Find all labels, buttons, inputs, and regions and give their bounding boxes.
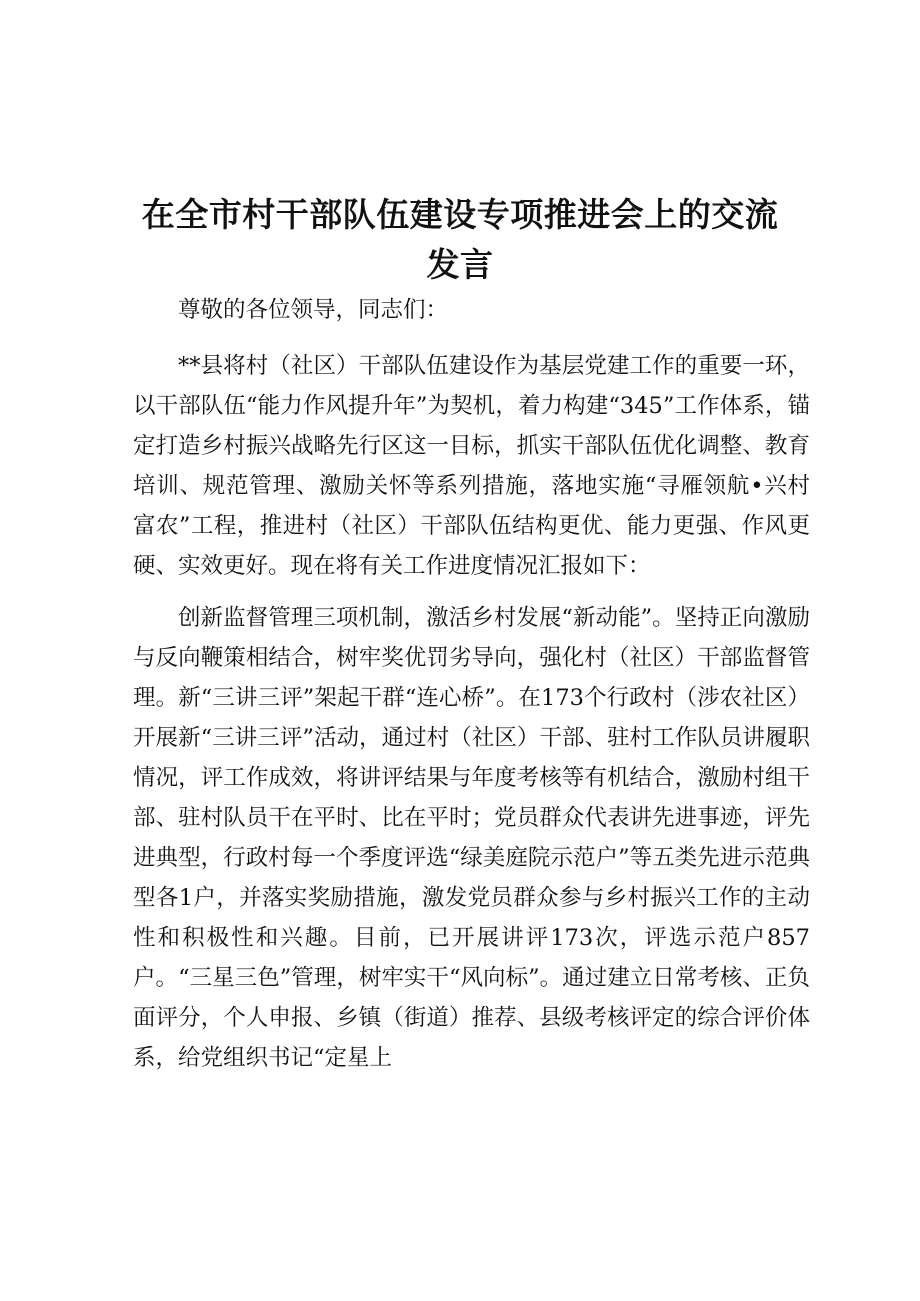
salutation: 尊敬的各位领导，同志们： (178, 297, 449, 323)
document-body (133, 290, 810, 1090)
paragraph-supervision: 创新监督管理三项机制，激活乡村发展“新动能”。坚持正向激励与反向鞭策相结合，树牢奖优罚劣导向，强化村（社区）干部监督管理。新“三讲三评”架起干群“连心桥”。在173个行政村（涉农社区）开展新“三讲三评”活动，通过村（社区）干部、驻村工作队员讲履职情况，评工作成效，将讲评结果与年度考核等有机结合，激励村组干部、驻村队员干在平时、比在平时；党员群众代表讲先进事迹，评先进典型，行政村每一个季度评选“绿美庭院示范户”等五类先进示范典型各1户，并落实奖励措施，激发党员群众参与乡村振兴工作的主动性和积极性和兴趣。目前，已开展讲评173次，评选示范户857户。“三星三色”管理，树牢实干“风向标”。通过建立日常考核、正负面评分，个人申报、乡镇（街道）推荐、县级考核评定的综合评价体系，给党组织书记“定星上 (133, 605, 810, 1071)
document-title: 在全市村干部队伍建设专项推进会上的交流发言 (141, 195, 779, 284)
paragraph-intro: **县将村（社区）干部队伍建设作为基层党建工作的重要一环，以干部队伍“能力作风提升年”为契机，着力构建“345”工作体系，锚定打造乡村振兴战略先行区这一目标，抓实干部队伍优化调整、教育培训、规范管理、激励关怀等系列措施，落地实施“寻雁领航•兴村富农”工程，推进村（社区）干部队伍结构更优、能力更强、作风更硬、实效更好。现在将有关工作进度情况汇报如下： (133, 353, 810, 579)
